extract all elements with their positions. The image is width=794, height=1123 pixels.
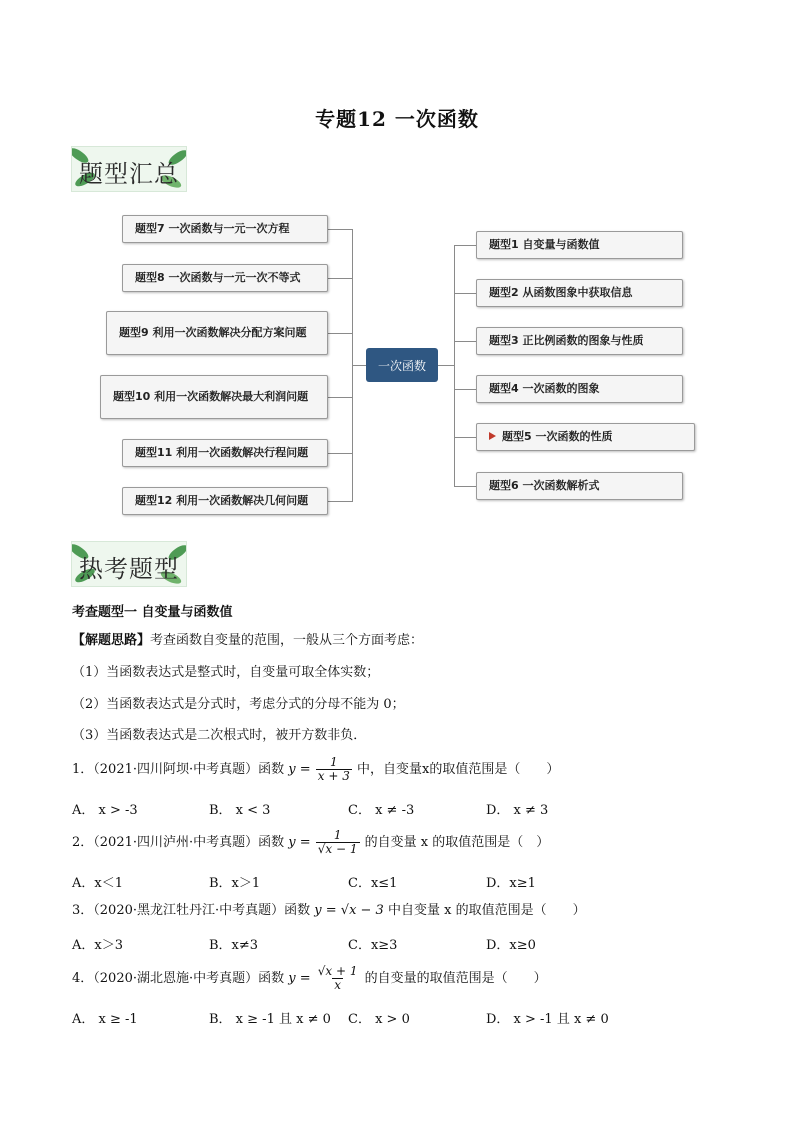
fraction-denominator: √x − 1 (317, 842, 358, 856)
mindmap-node-type8: 题型8 一次函数与一元一次不等式 (122, 264, 328, 292)
connector (454, 437, 476, 438)
mindmap-node-type7: 题型7 一次函数与一元一次方程 (122, 215, 328, 243)
section-banner-hot (71, 541, 187, 587)
connector (454, 245, 476, 246)
question-2-suffix: 的自变量 x 的取值范围是（ ） (364, 835, 550, 850)
section-heading: 考查题型一 自变量与函数值 (72, 605, 233, 620)
mindmap-node-type12: 题型12 利用一次函数解决几何问题 (122, 487, 328, 515)
mindmap-node-type5 (476, 423, 695, 451)
idea-point-3: （3）当函数表达式是二次根式时，被开方数非负． (72, 728, 367, 743)
q4-option-d: D． x > -1 且 x ≠ 0 (486, 1012, 609, 1027)
connector (454, 245, 455, 487)
connector (328, 333, 352, 334)
connector (454, 341, 476, 342)
question-4-y: y = (288, 971, 311, 986)
fraction-denominator: x + 3 (317, 769, 350, 783)
question-2-prefix: 2．（2021·四川泸州·中考真题）函数 (72, 835, 285, 850)
mindmap-node-type3: 题型3 正比例函数的图象与性质 (476, 327, 683, 355)
connector (328, 453, 352, 454)
mindmap-node-type10: 题型10 利用一次函数解决最大利润问题 (100, 375, 328, 419)
question-1-prefix: 1．（2021·四川阿坝·中考真题）函数 (72, 762, 285, 777)
connector (352, 365, 366, 366)
flag-icon (489, 432, 496, 440)
connector (328, 229, 352, 230)
question-3-expr: √x − 3 (340, 903, 384, 918)
q3-option-a: A．x＞3 (72, 938, 123, 953)
section-banner-summary (71, 146, 187, 192)
q4-option-c: C． x > 0 (348, 1012, 410, 1027)
mindmap-node-type6: 题型6 一次函数解析式 (476, 472, 683, 500)
fraction-denominator: x (334, 978, 342, 992)
question-1 (72, 756, 559, 784)
question-2 (72, 829, 549, 857)
connector (438, 365, 454, 366)
mindmap-node-type1: 题型1 自变量与函数值 (476, 231, 683, 259)
q4-option-b: B． x ≥ -1 且 x ≠ 0 (209, 1012, 331, 1027)
q4-option-a: A． x ≥ -1 (72, 1012, 138, 1027)
connector (454, 486, 476, 487)
idea-point-2: （2）当函数表达式是分式时，考虑分式的分母不能为 0； (72, 697, 405, 712)
question-1-suffix: 中，自变量x的取值范围是（ ） (357, 762, 560, 777)
fraction-numerator: 1 (330, 755, 338, 769)
question-3-suffix: 中自变量 x 的取值范围是（ ） (387, 903, 586, 918)
q3-option-d: D．x≥0 (486, 938, 536, 953)
mindmap-node-type4: 题型4 一次函数的图象 (476, 375, 683, 403)
q1-option-d: D． x ≠ 3 (486, 803, 549, 818)
banner-hot-text: 热考题型 (79, 555, 179, 583)
mindmap-node-type11: 题型11 利用一次函数解决行程问题 (122, 439, 328, 467)
question-3 (72, 902, 586, 920)
idea-text: 考查函数自变量的范围，一般从三个方面考虑： (150, 633, 424, 648)
question-4-suffix: 的自变量的取值范围是（ ） (364, 971, 547, 986)
page-title: 专题12 一次函数 (315, 107, 479, 131)
question-1-fraction (316, 756, 352, 783)
mindmap-center: 一次函数 (366, 348, 438, 382)
q1-option-c: C． x ≠ -3 (348, 803, 415, 818)
q3-option-c: C．x≥3 (348, 938, 398, 953)
mindmap-node-type9: 题型9 利用一次函数解决分配方案问题 (106, 311, 328, 355)
idea-paragraph (72, 632, 423, 650)
question-4-prefix: 4．（2020·湖北恩施·中考真题）函数 (72, 971, 285, 986)
fraction-numerator: 1 (333, 828, 342, 842)
connector (328, 501, 352, 502)
question-2-y: y = (288, 835, 311, 850)
q2-option-d: D．x≥1 (486, 876, 536, 891)
connector (454, 293, 476, 294)
connector (328, 278, 352, 279)
mindmap-node-type5-label: 题型5 一次函数的性质 (502, 430, 613, 443)
question-2-fraction (316, 829, 360, 856)
idea-label: 【解题思路】 (72, 633, 151, 648)
connector (454, 389, 476, 390)
q3-option-b: B．x≠3 (209, 938, 259, 953)
question-4 (72, 964, 547, 994)
q2-option-b: B．x＞1 (209, 876, 261, 891)
question-4-fraction (316, 965, 360, 992)
q2-option-a: A．x＜1 (72, 876, 123, 891)
q1-option-a: A． x > -3 (72, 803, 138, 818)
banner-summary-text: 题型汇总 (79, 160, 179, 188)
idea-point-1: （1）当函数表达式是整式时，自变量可取全体实数； (72, 665, 380, 680)
connector (328, 397, 352, 398)
fraction-numerator: √x + 1 (317, 964, 358, 978)
q2-option-c: C．x≤1 (348, 876, 398, 891)
question-3-prefix: 3．（2020·黑龙江牡丹江·中考真题）函数 (72, 903, 311, 918)
question-1-y: y = (288, 762, 311, 777)
question-3-y: y = (314, 903, 337, 918)
q1-option-b: B． x < 3 (209, 803, 271, 818)
mindmap-node-type2: 题型2 从函数图象中获取信息 (476, 279, 683, 307)
